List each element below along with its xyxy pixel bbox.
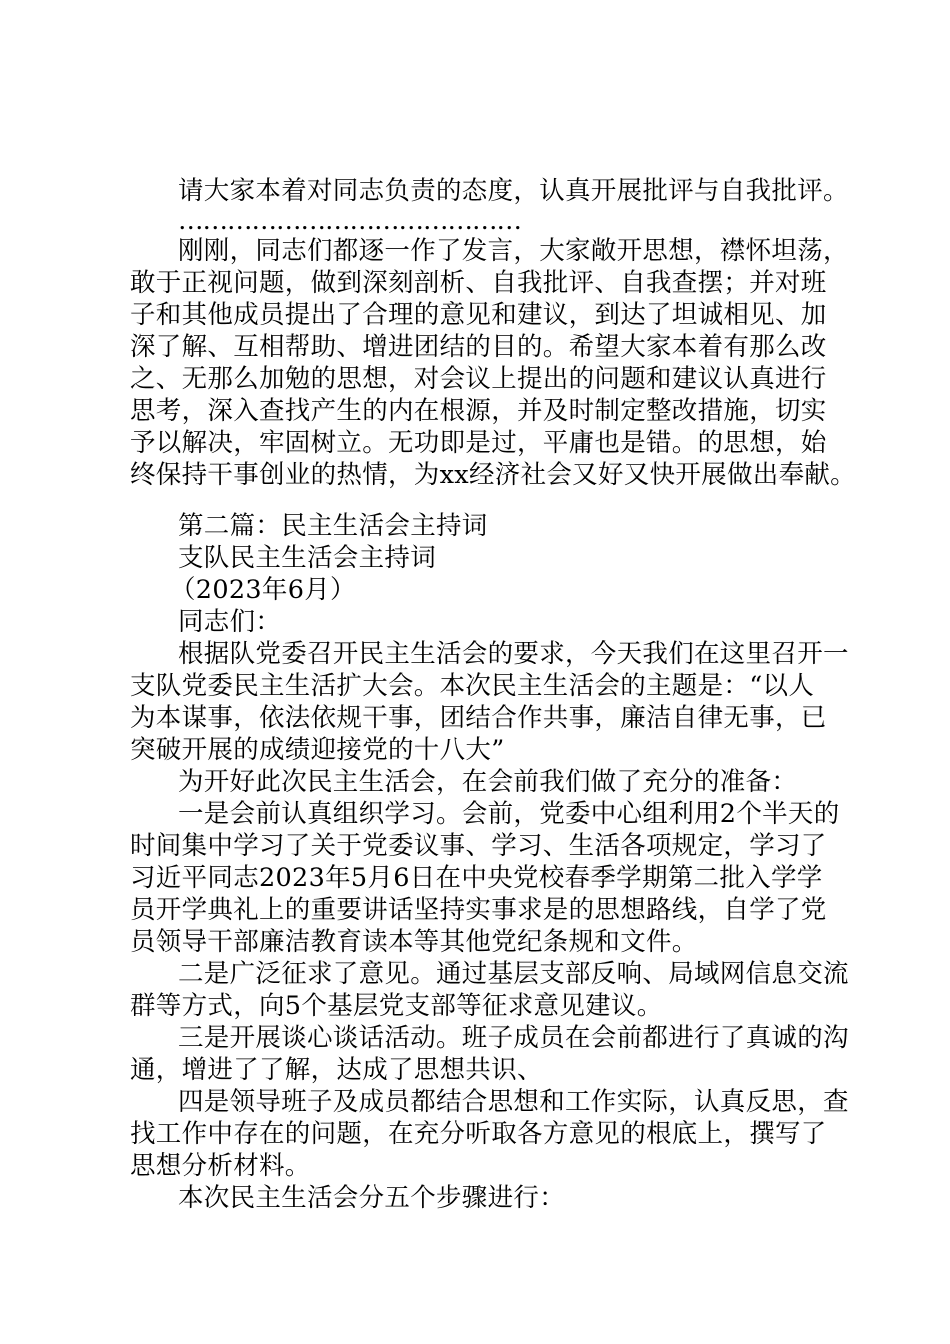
document-title: 支队民主生活会主持词	[178, 543, 437, 573]
paragraph-line: 群等方式，向5个基层党支部等征求意见建议。	[130, 991, 663, 1021]
paragraph-line: 刚刚，同志们都逐一作了发言，大家敞开思想，襟怀坦荡，	[178, 236, 849, 266]
paragraph-line: 通，增进了了解，达成了思想共识、	[130, 1055, 543, 1085]
paragraph-line: 一是会前认真组织学习。会前，党委中心组利用2个半天的	[178, 799, 840, 829]
paragraph-line: 四是领导班子及成员都结合思想和工作实际，认真反思，查	[178, 1087, 849, 1117]
salutation: 同志们：	[178, 607, 282, 637]
paragraph-line: 二是广泛征求了意见。通过基层支部反响、局域网信息交流	[178, 959, 849, 989]
ellipsis-line: ……………………………………	[178, 206, 521, 236]
paragraph-line: 根据队党委召开民主生活会的要求，今天我们在这里召开一	[178, 639, 849, 669]
paragraph-line: 员开学典礼上的重要讲话坚持实事求是的思想路线，自学了党	[130, 895, 827, 925]
paragraph-line: 子和其他成员提出了合理的意见和建议，到达了坦诚相见、加	[130, 300, 827, 330]
paragraph-line: 思考，深入查找产生的内在根源，并及时制定整改措施，切实	[130, 396, 827, 426]
paragraph-line: 之、无那么加勉的思想，对会议上提出的问题和建议认真进行	[130, 364, 827, 394]
section-heading: 第二篇：民主生活会主持词	[178, 511, 488, 541]
paragraph-line: 本次民主生活会分五个步骤进行：	[178, 1183, 566, 1213]
paragraph-line: 请大家本着对同志负责的态度，认真开展批评与自我批评。	[178, 176, 849, 206]
paragraph-line: 思想分析材料。	[130, 1151, 311, 1181]
paragraph-line: 为本谋事，依法依规干事，团结合作共事，廉洁自律无事，已	[130, 703, 827, 733]
paragraph-line: 三是开展谈心谈话活动。班子成员在会前都进行了真诚的沟	[178, 1023, 849, 1053]
paragraph-line: 敢于正视问题，做到深刻剖析、自我批评、自我查摆；并对班	[130, 268, 827, 298]
paragraph-line: 时间集中学习了关于党委议事、学习、生活各项规定，学习了	[130, 831, 827, 861]
paragraph-line: 找工作中存在的问题，在充分听取各方意见的根底上，撰写了	[130, 1119, 827, 1149]
paragraph-line: 员领导干部廉洁教育读本等其他党纪条规和文件。	[130, 927, 698, 957]
paragraph-line: 为开好此次民主生活会，在会前我们做了充分的准备：	[178, 767, 798, 797]
paragraph-line: 支队党委民主生活扩大会。本次民主生活会的主题是：“以人	[130, 671, 815, 701]
paragraph-line: 终保持干事创业的热情，为xx经济社会又好又快开展做出奉献。	[130, 460, 856, 490]
document-date: （2023年6月）	[170, 575, 356, 605]
paragraph-line: 习近平同志2023年5月6日在中央党校春季学期第二批入学学	[130, 863, 823, 893]
paragraph-line: 深了解、互相帮助、增进团结的目的。希望大家本着有那么改	[130, 332, 827, 362]
paragraph-line: 予以解决，牢固树立。无功即是过，平庸也是错。的思想，始	[130, 428, 827, 458]
paragraph-line: 突破开展的成绩迎接党的十八大”	[130, 735, 505, 765]
